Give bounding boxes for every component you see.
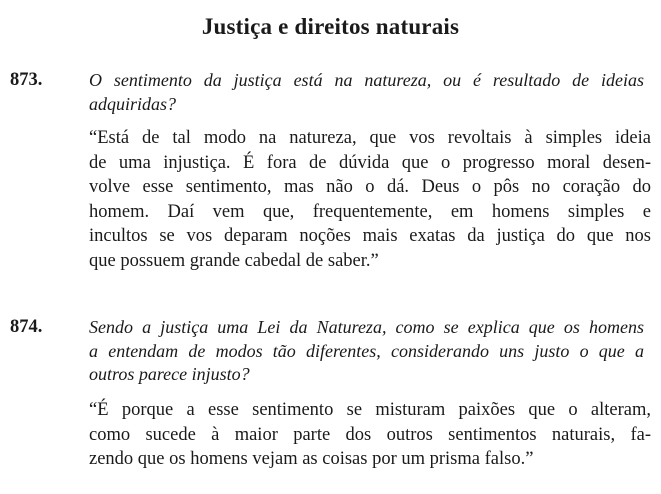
answer-line: “Está de tal modo na natureza, que vos revoltais à simples ideia: [89, 128, 651, 148]
question-text: [89, 69, 644, 116]
question-number: 874.: [10, 317, 43, 337]
question-line: outros parece injusto?: [89, 364, 250, 384]
answer-line: como sucede à maior parte dos outros sentimentos naturais, fa-: [89, 424, 651, 445]
answer-line: zendo que os homens vejam as coisas por um prisma falso.”: [89, 449, 534, 469]
answer-text: [89, 126, 651, 273]
answer-line: de uma injustiça. É fora de dúvida que o progresso moral desen-: [89, 152, 651, 173]
answer-line: que possuem grande cabedal de saber.”: [89, 250, 379, 271]
question-line: a entendam de modos tão diferentes, considerando uns justo o que a: [89, 340, 644, 361]
section-title: Justiça e direitos naturais: [201, 14, 460, 39]
question-line: Sendo a justiça uma Lei da Natureza, como se explica que os homens: [89, 317, 644, 337]
answer-line: volve esse sentimento, mas não o dá. Deus o pôs no coração do: [89, 177, 651, 197]
question-text: [89, 316, 644, 387]
question-line: adquiridas?: [89, 93, 177, 114]
question-line: O sentimento da justiça está na natureza, ou é resultado de ideias: [89, 70, 644, 90]
answer-line: “É porque a esse sentimento se misturam paixões que o alteram,: [89, 400, 651, 420]
answer-text: [89, 398, 651, 472]
answer-line: incultos se vos deparam noções mais exatas da justiça do que nos: [89, 226, 651, 246]
question-number: 873.: [10, 70, 43, 90]
answer-line: homem. Daí vem que, frequentemente, em homens simples e: [89, 201, 651, 222]
